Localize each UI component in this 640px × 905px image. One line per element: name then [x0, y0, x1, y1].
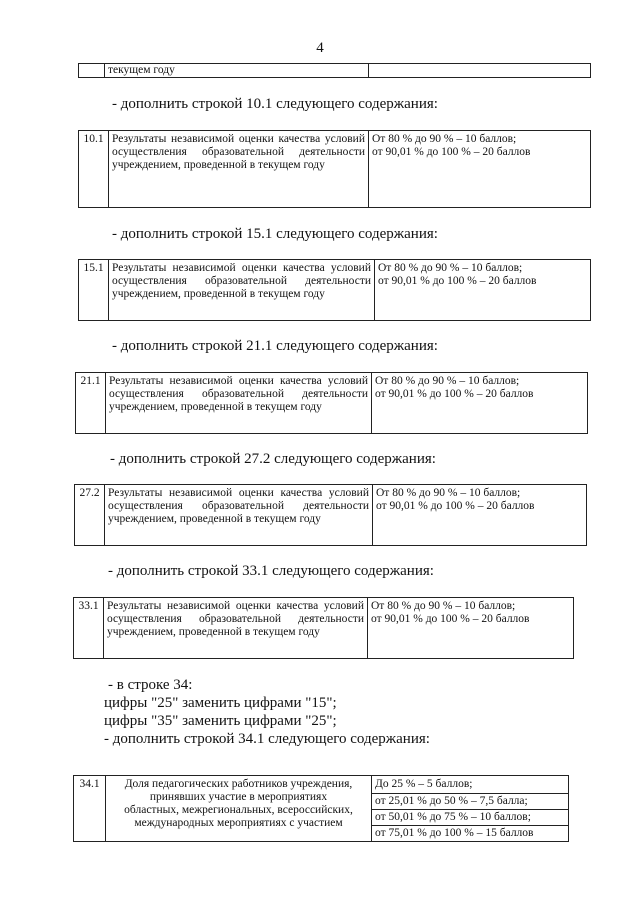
row-number: 10.1 — [79, 131, 109, 208]
row-description: Результаты независимой оценки качества условий осуществления образовательной деятельности учреждением, проведенной в текущем году — [104, 598, 368, 659]
row-scores — [375, 260, 591, 321]
table-row — [74, 776, 569, 842]
instruction-line: - дополнить строкой 34.1 следующего содержания: — [104, 731, 430, 747]
row-scores — [369, 64, 591, 78]
addition-table-34-1 — [73, 775, 569, 842]
table-row — [79, 131, 591, 208]
row-scores — [373, 485, 587, 546]
row-scores — [369, 131, 591, 208]
score-line: от 90,01 % до 100 % – 20 баллов — [376, 500, 535, 512]
score-line: От 80 % до 90 % – 10 баллов; — [378, 262, 523, 274]
row-description: Результаты независимой оценки качества условий осуществления образовательной деятельности учреждением, проведенной в текущем году — [106, 373, 372, 434]
row-number: 15.1 — [79, 260, 109, 321]
instruction-line: цифры "25" заменить цифрами "15"; — [104, 695, 337, 711]
row-scores — [368, 598, 574, 659]
row-description: Результаты независимой оценки качества условий осуществления образовательной деятельности учреждением, проведенной в текущем году — [109, 260, 375, 321]
addition-table — [75, 372, 588, 434]
desc-line: принявших участие в мероприятиях — [149, 791, 328, 803]
row-scores — [372, 373, 588, 434]
score-line: От 80 % до 90 % – 10 баллов; — [376, 487, 521, 499]
row34-instructions — [104, 676, 430, 748]
intro-text: - дополнить строкой 21.1 следующего содержания: — [112, 338, 438, 354]
row-description: текущем году — [105, 64, 369, 78]
row-description: Результаты независимой оценки качества условий осуществления образовательной деятельности учреждением, проведенной в текущем году — [109, 131, 369, 208]
table-row — [79, 64, 591, 78]
score-line: от 90,01 % до 100 % – 20 баллов — [371, 613, 530, 625]
desc-line: областных, межрегиональных, всероссийских, — [124, 804, 353, 816]
score-line: от 50,01 % до 75 % – 10 баллов; — [372, 810, 568, 826]
row-number: 21.1 — [76, 373, 106, 434]
desc-line: Доля педагогических работников учреждения, — [124, 778, 353, 790]
addition-table — [78, 259, 591, 321]
intro-text: - дополнить строкой 33.1 следующего содержания: — [108, 563, 434, 579]
score-line: от 90,01 % до 100 % – 20 баллов — [372, 146, 531, 158]
row-number: 27.2 — [75, 485, 105, 546]
addition-table — [74, 484, 587, 546]
score-line: от 90,01 % до 100 % – 20 баллов — [375, 388, 534, 400]
row-number: 34.1 — [74, 776, 106, 842]
score-line: От 80 % до 90 % – 10 баллов; — [372, 133, 517, 145]
score-line: от 25,01 % до 50 % – 7,5 балла; — [372, 794, 568, 810]
instruction-line: цифры "35" заменить цифрами "25"; — [104, 713, 337, 729]
row-description: Результаты независимой оценки качества условий осуществления образовательной деятельности учреждением, проведенной в текущем году — [105, 485, 373, 546]
addition-table — [73, 597, 574, 659]
desc-line: международных мероприятиях с участием — [134, 817, 343, 829]
top-fragment-table — [78, 63, 591, 78]
intro-text: - дополнить строкой 27.2 следующего содержания: — [110, 451, 436, 467]
instruction-line: - в строке 34: — [108, 677, 193, 693]
score-line: от 90,01 % до 100 % – 20 баллов — [378, 275, 537, 287]
row-scores — [372, 776, 569, 842]
table-row — [74, 598, 574, 659]
addition-table — [78, 130, 591, 208]
intro-text: - дополнить строкой 10.1 следующего содержания: — [112, 96, 438, 112]
score-line: От 80 % до 90 % – 10 баллов; — [371, 600, 516, 612]
score-line: От 80 % до 90 % – 10 баллов; — [375, 375, 520, 387]
row-description — [106, 776, 372, 842]
table-row — [79, 260, 591, 321]
intro-text: - дополнить строкой 15.1 следующего содержания: — [112, 226, 438, 242]
row-number: 33.1 — [74, 598, 104, 659]
score-line: от 75,01 % до 100 % – 15 баллов — [375, 827, 534, 839]
page-number: 4 — [316, 40, 324, 56]
score-line: До 25 % – 5 баллов; — [372, 776, 568, 794]
row-number — [79, 64, 105, 78]
table-row — [75, 485, 587, 546]
table-row — [76, 373, 588, 434]
